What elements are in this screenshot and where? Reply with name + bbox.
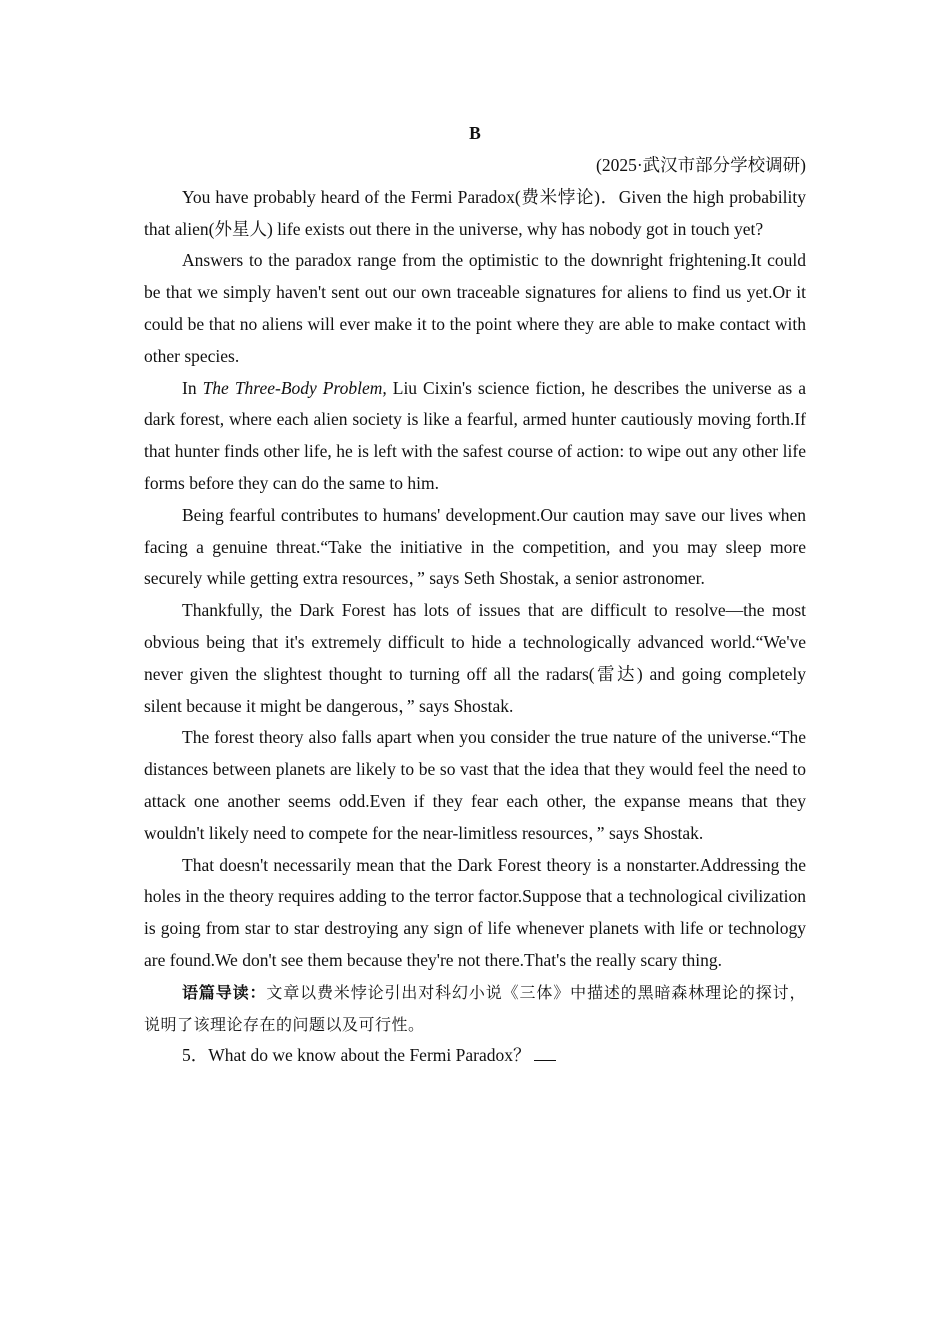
question-text: 5．What do we know about the Fermi Paradox？ xyxy=(182,1045,531,1066)
paragraph-6: The forest theory also falls apart when you consider the true nature of the universe.“The distances between planets are likely to be so vast that the idea that they would feel the need to attack one another seems odd.Even if they fear each other, the expanse means that they wouldn't likely need to compete for the near-limitless resources，” says Shostak. xyxy=(144,727,806,843)
answer-blank[interactable] xyxy=(534,1042,556,1061)
paragraph-4: Being fearful contributes to humans' development.Our caution may save our lives when facing a genuine threat.“Take the initiative in the competition, and you may sleep more securely while getting extra resources，” says Seth Shostak, a senior astronomer. xyxy=(144,504,806,589)
guide-text: 文章以费米悖论引出对科幻小说《三体》中描述的黑暗森林理论的探讨，说明了该理论存在的问题以及可行性。 xyxy=(144,982,806,1034)
paragraph-2: Answers to the paradox range from the optimistic to the downright frightening.It could be that we simply haven't sent out our own traceable signatures for aliens to find us yet.Or it could be that no aliens will ever make it to the point where they are able to make contact with other species. xyxy=(144,250,806,366)
document-page xyxy=(144,118,806,1072)
question-5 xyxy=(144,1040,806,1072)
paragraph-3 xyxy=(144,373,806,500)
reading-guide xyxy=(144,977,806,1041)
source-note: (2025·武汉市部分学校调研) xyxy=(596,155,806,175)
book-title: The Three-Body Problem, xyxy=(202,377,387,398)
paragraph-7: That doesn't necessarily mean that the Dark Forest theory is a nonstarter.Addressing the holes in the theory requires adding to the terror factor.Suppose that a technological civilization is going from star to star destroying any sign of life whenever planets with life or technology are found.We don't see them because they're not there.That's the really scary thing. xyxy=(144,854,806,970)
paragraph-3-start: In xyxy=(182,377,203,398)
paragraph-5: Thankfully, the Dark Forest has lots of issues that are difficult to resolve—the most obvious being that it's extremely difficult to hide a technologically advanced world.“We've never given the slightest thought to turning off all the radars(雷达) and going completely silent because it might be dangerous，” says Shostak. xyxy=(144,600,806,716)
guide-label: 语篇导读： xyxy=(182,982,267,1002)
paragraph-3-rest: Liu Cixin's science fiction, he describes the universe as a dark forest, where each alien society is like a fearful, armed hunter cautiously moving forth.If that hunter finds other life, he is left with the safest course of action: to wipe out any other life forms before they can do the same to him. xyxy=(144,377,806,493)
paragraph-1: You have probably heard of the Fermi Paradox(费米悖论)．Given the high probability that alien(外星人) life exists out there in the universe, why has nobody got in touch yet? xyxy=(144,186,806,239)
section-letter: B xyxy=(469,123,481,143)
